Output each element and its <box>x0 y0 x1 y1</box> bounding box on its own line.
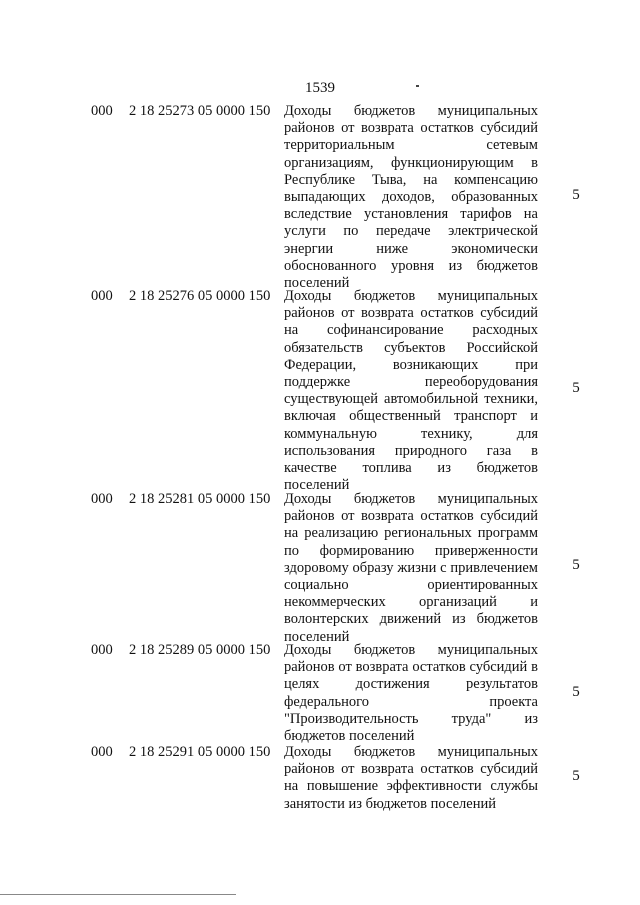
budget-code-cell: 2 18 25273 05 0000 150 <box>129 103 271 119</box>
revenue-name-cell: Доходы бюджетов муниципальных районов от возврата остатков субсидий территориальным сетевым организациям, функционирующим в Республике Тыва, на компенсацию выпадающих доходов, образованных вследствие установления тарифов на услуги по передаче электрической энергии ниже экономически обоснованного уровня из бюджетов поселений <box>284 103 538 292</box>
budget-code-cell: 2 18 25281 05 0000 150 <box>129 491 271 507</box>
scan-artifact <box>416 85 419 87</box>
page-bottom-rule <box>0 894 236 895</box>
revenue-name-cell: Доходы бюджетов муниципальных районов от возврата остатков субсидий на софинансирование расходных обязательств субъектов Российской Федерации, возникающих при поддержке переоборудования существующей автомобильной техники, включая общественный транспорт и коммунальную технику, для использования природного газа в качестве топлива из бюджетов поселений <box>284 288 538 494</box>
page-number: 1539 <box>305 80 335 96</box>
admin-code-cell: 000 <box>91 288 113 304</box>
revenue-name-cell: Доходы бюджетов муниципальных районов от возврата остатков субсидий на повышение эффективности службы занятости из бюджетов поселений <box>284 744 538 812</box>
table-row <box>0 642 640 744</box>
budget-code-cell: 2 18 25276 05 0000 150 <box>129 288 271 304</box>
table-row <box>0 744 640 810</box>
table-row <box>0 288 640 494</box>
table-row <box>0 491 640 645</box>
admin-code-cell: 000 <box>91 491 113 507</box>
norm-cell: 5 <box>572 768 580 784</box>
admin-code-cell: 000 <box>91 642 113 658</box>
admin-code-cell: 000 <box>91 744 113 760</box>
admin-code-cell: 000 <box>91 103 113 119</box>
revenue-name-cell: Доходы бюджетов муниципальных районов от возврата остатков субсидий в целях достижения результатов федерального проекта "Производительность труда" из бюджетов поселений <box>284 642 538 745</box>
norm-cell: 5 <box>572 684 580 700</box>
table-row <box>0 103 640 292</box>
norm-cell: 5 <box>572 557 580 573</box>
budget-code-cell: 2 18 25289 05 0000 150 <box>129 642 271 658</box>
budget-code-cell: 2 18 25291 05 0000 150 <box>129 744 271 760</box>
norm-cell: 5 <box>572 380 580 396</box>
revenue-table <box>0 103 640 810</box>
norm-cell: 5 <box>572 187 580 203</box>
revenue-name-cell: Доходы бюджетов муниципальных районов от возврата остатков субсидий на реализацию региональных программ по формированию приверженности здоровому образу жизни с привлечением социально ориентированных некоммерческих организаций и волонтерских движений из бюджетов поселений <box>284 491 538 645</box>
